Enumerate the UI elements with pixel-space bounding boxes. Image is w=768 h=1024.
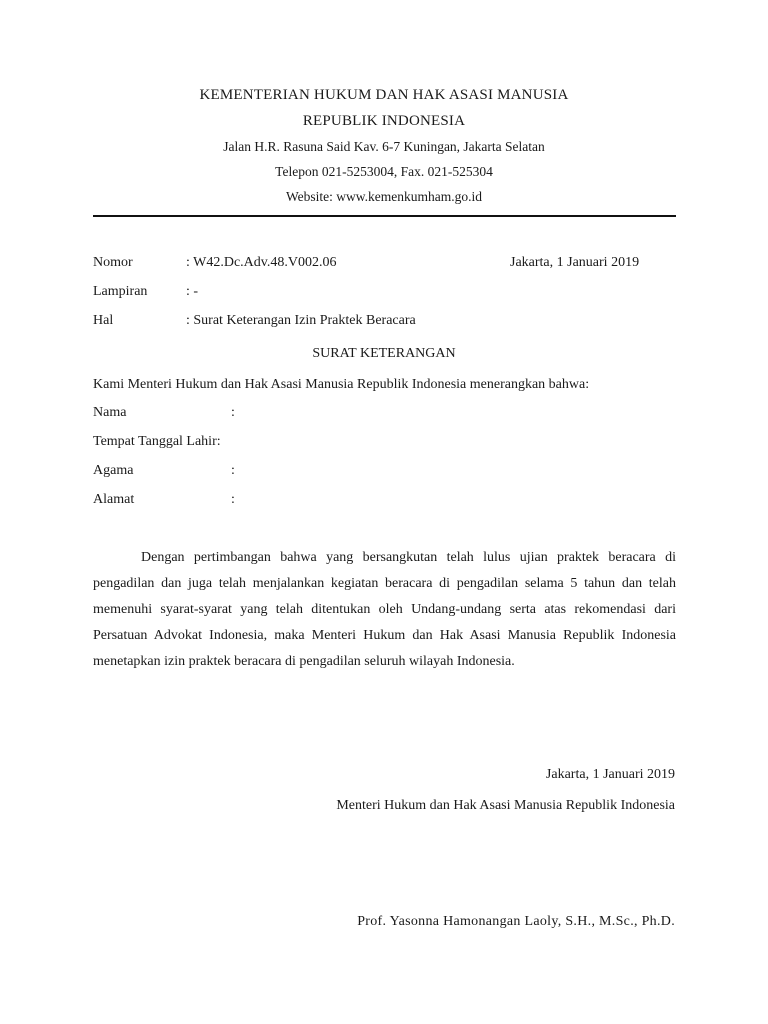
letter-body xyxy=(93,545,676,675)
nomor-value: : W42.Dc.Adv.48.V002.06 xyxy=(186,255,337,270)
signature-date: Jakarta, 1 Januari 2019 xyxy=(545,767,675,782)
hal-label: Hal xyxy=(93,313,114,328)
lampiran-label: Lampiran xyxy=(93,284,148,299)
nomor-label: Nomor xyxy=(93,255,133,270)
letterhead-country: REPUBLIK INDONESIA xyxy=(302,113,466,129)
letter-date: Jakarta, 1 Januari 2019 xyxy=(510,255,640,270)
hal-value: : Surat Keterangan Izin Praktek Beracara xyxy=(186,313,416,328)
letterhead-address: Jalan H.R. Rasuna Said Kav. 6-7 Kuningan, Jakarta Selatan xyxy=(223,139,545,154)
letter-intro: Kami Menteri Hukum dan Hak Asasi Manusia Republik Indonesia menerangkan bahwa: xyxy=(93,377,590,392)
signature-title: Menteri Hukum dan Hak Asasi Manusia Republik Indonesia xyxy=(336,798,675,813)
letter-body-text: Dengan pertimbangan bahwa yang bersangkutan telah lulus ujian praktek beracara di pengadilan dan juga telah menjalankan kegiatan beracara di pengadilan selama 5 tahun dan telah memenuhi syarat-syarat yang telah ditentukan oleh Undang-undang serta atas rekomendasi dari Persatuan Advokat Indonesia, maka Menteri Hukum dan Hak Asasi Manusia Republik Indonesia menetapkan izin praktek beracara di pengadilan seluruh wilayah Indonesia. xyxy=(93,550,676,669)
letterhead-phone: Telepon 021-5253004, Fax. 021-525304 xyxy=(275,164,493,179)
letterhead-website: Website: www.kemenkumham.go.id xyxy=(285,189,482,204)
letterhead-divider xyxy=(93,215,676,217)
field-agama-label: Agama xyxy=(93,463,134,478)
field-nama-colon: : xyxy=(231,405,235,420)
lampiran-value: : - xyxy=(186,284,199,299)
letter-title: SURAT KETERANGAN xyxy=(312,346,456,361)
field-alamat-label: Alamat xyxy=(93,492,135,507)
field-nama-label: Nama xyxy=(93,405,127,420)
letterhead-ministry: KEMENTERIAN HUKUM DAN HAK ASASI MANUSIA xyxy=(199,87,569,103)
field-ttl-label: Tempat Tanggal Lahir: xyxy=(93,434,221,449)
field-alamat-colon: : xyxy=(231,492,235,507)
field-agama-colon: : xyxy=(231,463,235,478)
signature-name: Prof. Yasonna Hamonangan Laoly, S.H., M.Sc., Ph.D. xyxy=(357,914,675,929)
